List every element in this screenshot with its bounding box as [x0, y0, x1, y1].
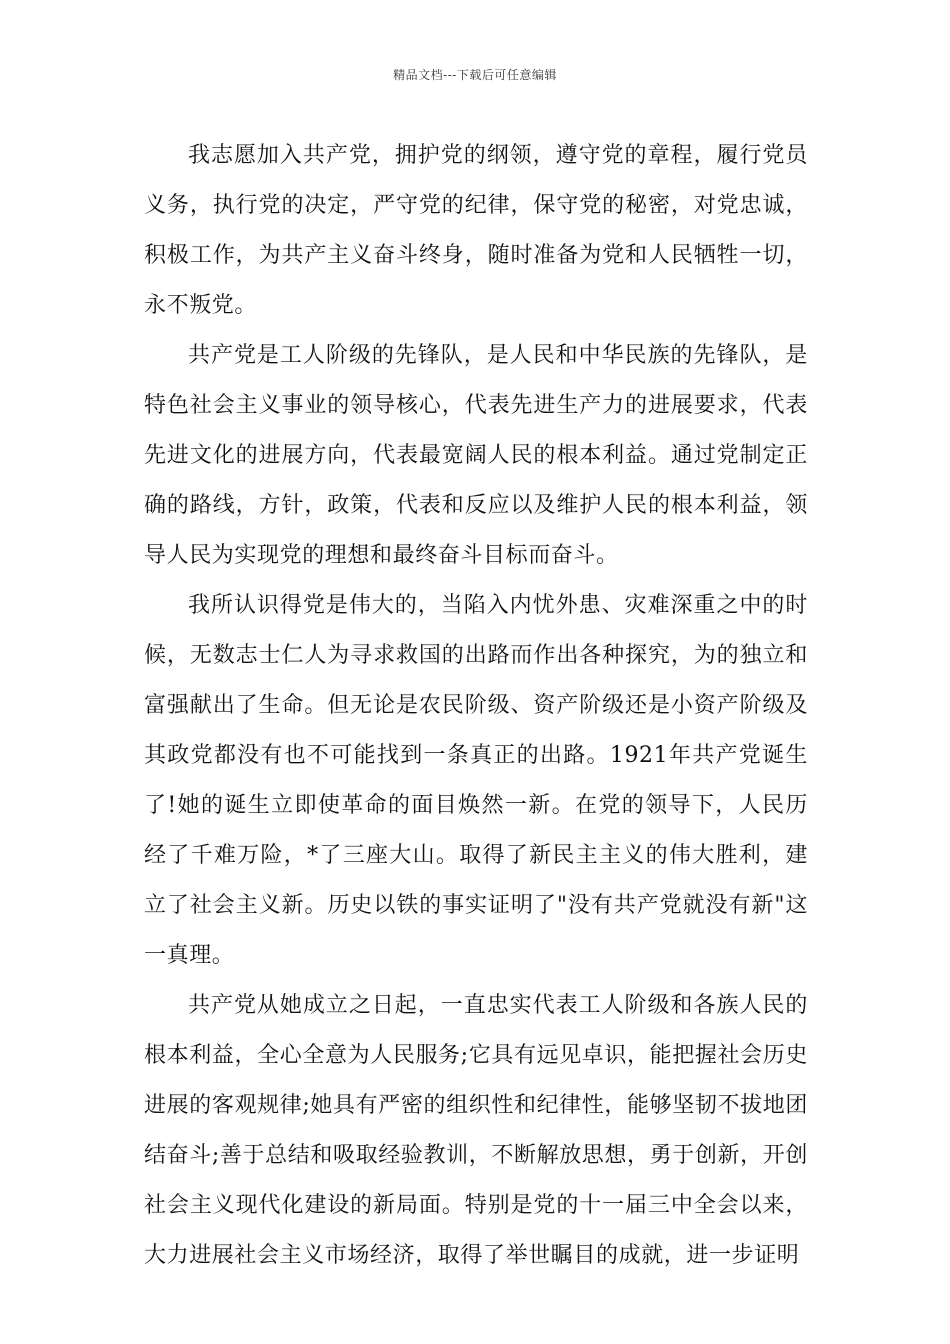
- paragraph-pledge: 我志愿加入共产党，拥护党的纲领，遵守党的章程，履行党员义务，执行党的决定，严守党的纪律，保守党的秘密，对党忠诚，积极工作，为共产主义奋斗终身，随时准备为党和人民牺牲一切，永不叛党。: [144, 143, 808, 318]
- paragraph-party-achievements: 共产党从她成立之日起，一直忠实代表工人阶级和各族人民的根本利益，全心全意为人民服务;它具有远见卓识，能把握社会历史进展的客观规律;她具有严密的组织性和纪律性，能够坚韧不拔地团结奋斗;善于总结和吸取经验教训，不断解放思想，勇于创新，开创社会主义现代化建设的新局面。特别是党的十一届三中全会以来，大力进展社会主义市场经济，取得了举世瞩目的成就，进一步证明: [144, 993, 808, 1268]
- page-header: 精品文档---下载后可任意编辑: [393, 68, 557, 82]
- paragraph-party-vanguard: 共产党是工人阶级的先锋队，是人民和中华民族的先锋队，是特色社会主义事业的领导核心，代表先进生产力的进展要求，代表先进文化的进展方向，代表最宽阔人民的根本利益。通过党制定正确的路线，方针，政策，代表和反应以及维护人民的根本利益，领导人民为实现党的理想和最终奋斗目标而奋斗。: [144, 343, 808, 568]
- body-text: [144, 131, 808, 1281]
- paragraph-party-history: 我所认识得党是伟大的，当陷入内忧外患、灾难深重之中的时候，无数志士仁人为寻求救国的出路而作出各种探究，为的独立和富强献出了生命。但无论是农民阶级、资产阶级还是小资产阶级及其政党都没有也不可能找到一条真正的出路。1921年共产党诞生了!她的诞生立即使革命的面目焕然一新。在党的领导下，人民历经了千难万险，*了三座大山。取得了新民主主义的伟大胜利，建立了社会主义新。历史以铁的事实证明了"没有共产党就没有新"这一真理。: [144, 593, 808, 968]
